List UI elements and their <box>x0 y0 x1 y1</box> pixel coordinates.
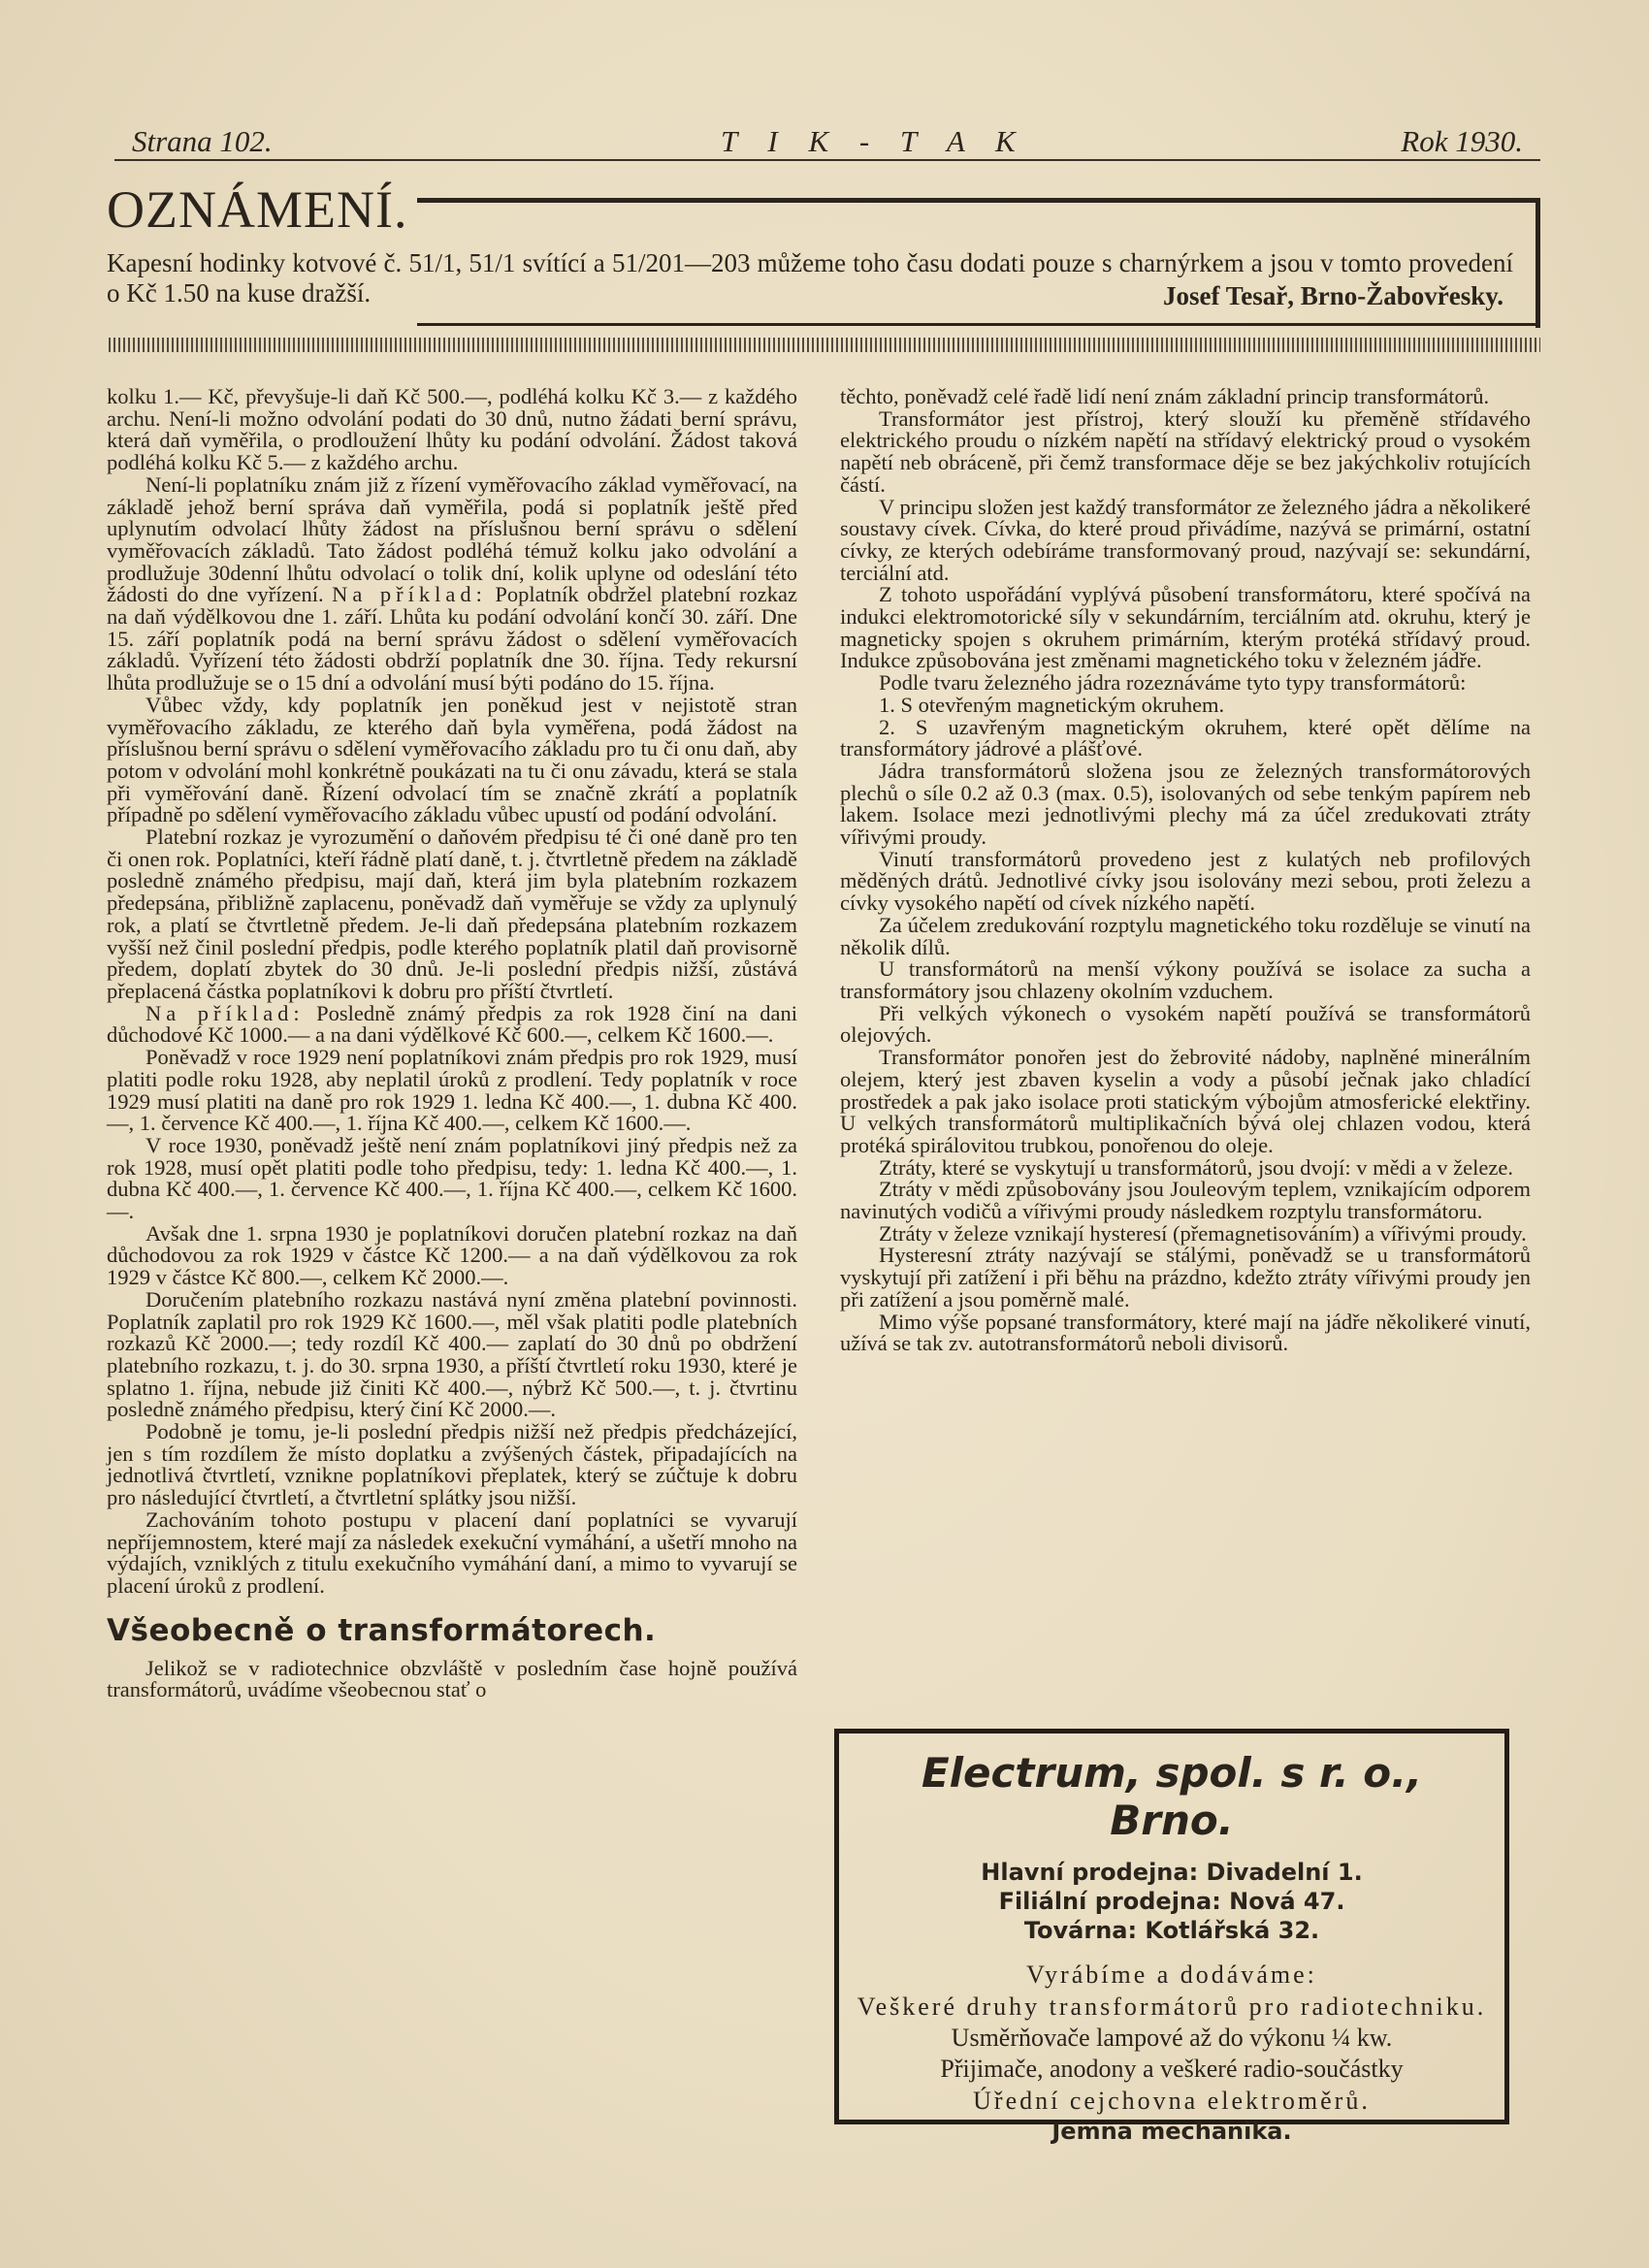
electrum-advertisement <box>834 1729 1509 2145</box>
advert-factory: Továrna: Kotlářská 32. <box>1023 1917 1320 1944</box>
paragraph: Hysteresní ztráty nazývají se stálými, poněvadž se u transformátorů vyskytují při zatížení i při běhu na prázdno, kdežto ztráty vířivými proudy jen při zatížení a jsou poměrně malé. <box>840 1243 1531 1312</box>
paragraph: Transformátor jest přístroj, který slouží ku přeměně střídavého elektrického proudu o nízkém napětí na střídavý elektrický proud o vysokém napětí neb obráceně, při čemž transformace děje se bez jakýchkoliv rotujících částí. <box>840 405 1531 497</box>
paragraph: Ztráty v mědi způsobovány jsou Jouleovým teplem, vznikajícím odporem navinutých vodičů a vířivými proudy následkem rozptylu transformátoru. <box>840 1177 1531 1224</box>
paragraph: V roce 1930, poněvadž ještě není znám poplatníkovi jiný předpis než za rok 1928, musí opět platiti podle toho předpisu, tedy: 1. ledna Kč 400.—, 1. dubna Kč 400.—, 1. července Kč 400.—, 1. října Kč 400.—, celkem Kč 1600.—. <box>107 1132 797 1224</box>
paragraph: Při velkých výkonech o vysokém napětí používá se transformátorů olejových. <box>840 1000 1531 1048</box>
advert-main-store: Hlavní prodejna: Divadelní 1. <box>981 1859 1363 1886</box>
paragraph-text: Poplatník obdržel platební rozkaz na daň výdělkovou dne 1. září. Lhůta ku podání odvolání končí 30. září. Dne 15. září poplatník podá na berní správu žádost o sdělení vyměřovacích základů. Vyřízení této žádosti obdrží poplatník dne 30. října. Tedy rekursní lhůta prodlužuje se o 15 dní a odvolání musí býti podáno do 15. října. <box>107 582 798 696</box>
advert-product-receivers: Přijimače, anodony a veškeré radio-součástky <box>940 2055 1404 2083</box>
paragraph: Vinutí transformátorů provedeno jest z kulatých neb profilových měděných drátů. Jednotlivé cívky jsou isolovány mezi sebou, proti železu a cívky vysokého napětí od cívek nízkého napětí. <box>840 846 1531 916</box>
year-label: Rok 1930. <box>1401 124 1523 158</box>
paragraph <box>107 1000 797 1048</box>
list-item: 2. S uzavřeným magnetickým okruhem, které opět dělíme na transformátory jádrové a plášťové. <box>840 714 1531 761</box>
paragraph: Vůbec vždy, kdy poplatník jen poněkud jest v nejistotě stran vyměřovacího základu, ze kterého daň byla vyměřena, podá žádost na příslušnou berní správu o sdělení vyměřovacího základu pro tu či onu daň, aby potom v odvolání mohl konkrétně poukázati na tu či onu závadu, která se stala při vyměřování daně. Řízení odvolací tím se značně zkrátí a poplatník případně po sdělení vyměřovacího základu vůbec upustí od podání odvolání. <box>107 692 797 827</box>
left-column <box>107 386 797 1701</box>
announcement-frame-bottom <box>417 323 1540 326</box>
advert-calibration-office: Úřední cejchovna elektroměrů. <box>973 2087 1371 2115</box>
paragraph: Doručením platebního rozkazu nastává nyní změna platební povinnosti. Poplatník zaplatil pro rok 1929 Kč 1600.—, měl však platiti podle platebních rozkazů Kč 2000.—; tedy rozdíl Kč 400.— zaplatí do 30 dnů po obdržení platebního rozkazu, t. j. do 30. srpna 1930, a příští čtvrtletí roku 1930, které je splatno 1. října, nebude již činiti Kč 400.—, nýbrž Kč 500.—, t. j. čtvrtinu posledně známého předpisu, který činí Kč 2000.—. <box>107 1286 797 1422</box>
paragraph: Jádra transformátorů složena jsou ze železných transformátorových plechů o síle 0.2 až 0.3 (max. 0.5), isolovaných od sebe tenkým papírem neb lakem. Isolace mezi jednotlivými plechy má za účel zredukovati ztráty vířivými proudy. <box>840 758 1531 850</box>
paragraph: Podobně je tomu, je-li poslední předpis nižší než předpis předcházející, jen s tím rozdílem že místo doplatku a zvýšených částek, připadajících na jednotlivá čtvrtletí, vznikne poplatníkovi přeplatek, který se zúčtuje k dobru pro následující čtvrtletí, a čtvrtletní splátky jsou nižší. <box>107 1419 797 1510</box>
paragraph-text: Posledně známý předpis za rok 1928 činí na dani důchodové Kč 1000.— a na dani výdělkové Kč 600.—, celkem Kč 1600.—. <box>107 1000 797 1048</box>
page-number: Strana 102. <box>132 124 273 158</box>
paragraph: Transformátor ponořen jest do žebrovité nádoby, naplněné minerálním olejem, který jest zbaven kyselin a vody a působí ječnak jako chladící prostředek a pak jako isolace proti statickým výbojům atmosferické elektřiny. U velkých transformátorů multiplikačních bývá olej chlazen vodou, která protéká spirálovitou trubkou, ponořenou do oleje. <box>840 1045 1531 1157</box>
advert-product-rectifiers: Usměrňovače lampové až do výkonu ¼ kw. <box>951 2024 1393 2052</box>
advert-tagline: Vyrábíme a dodáváme: <box>1026 1960 1317 1989</box>
example-label: Na příklad: <box>146 1000 305 1025</box>
announcement-text: Kapesní hodinky kotvové č. 51/1, 51/1 svítící a 51/201—203 můžeme toho času dodati pouze s charnýrkem a jsou v tomto provedení o Kč 1.50 na kuse dražší. <box>107 248 1513 308</box>
paragraph: Ztráty v železe vznikají hysteresí (přemagnetisováním) a vířivými proudy. <box>879 1220 1527 1246</box>
decorative-hatch-divider <box>109 338 1540 352</box>
paragraph: Avšak dne 1. srpna 1930 je poplatníkovi doručen platební rozkaz na daň důchodovou za rok 1929 v částce Kč 1200.— a na daň výdělkovou za rok 1929 v částce Kč 800.—, celkem Kč 2000.—. <box>107 1220 797 1290</box>
paragraph: Jelikož se v radiotechnice obzvláště v posledním čase hojně používá transformátorů, uvádíme všeobecnou stať o <box>107 1655 797 1702</box>
paragraph: Mimo výše popsané transformátory, které mají na jádře několikeré vinutí, užívá se tak zv. autotransformátorů neboli divisorů. <box>840 1309 1531 1356</box>
paragraph: U transformátorů na menší výkony používá se isolace za sucha a transformátory jsou chlazeny okolním vzduchem. <box>840 956 1531 1003</box>
page-header <box>114 124 1540 163</box>
paragraph: kolku 1.— Kč, převyšuje-li daň Kč 500.—, podléhá kolku Kč 3.— z každého archu. Není-li možno odvolání podati do 30 dnů, nutno žádati berní správu, která daň vyměřila, o prodloužení lhůty ku podání odvolání. Žádost taková podléhá kolku Kč 5.— z každého archu. <box>107 384 797 475</box>
announcement-frame-right <box>1536 198 1540 328</box>
paragraph: těchto, poněvadž celé řadě lidí není znám základní princip transformátorů. <box>840 384 1490 408</box>
paragraph <box>107 471 798 696</box>
header-rule <box>114 159 1540 161</box>
paragraph: Ztráty, které se vyskytují u transformátorů, jsou dvojí: v mědi a v železe. <box>879 1154 1513 1180</box>
advert-branch-store: Filiální prodejna: Nová 47. <box>998 1888 1345 1915</box>
example-label: Na příklad: <box>332 582 487 607</box>
advert-company: Electrum, spol. s r. o., Brno. <box>921 1749 1423 1844</box>
advert-fine-mechanics: Jemná mechanika. <box>1051 2118 1292 2145</box>
section-heading: Všeobecně o transformátorech. <box>107 1612 657 1648</box>
paragraph: Zachováním tohoto postupu v placení daní poplatníci se vyvarují nepříjemnostem, které mají za následek exekuční vymáhání, a ušetří mnoho na výdajích, vzniklých z titulu exekučního vymáhání daní, a mimo to vyvarují se placení úroků z prodlení. <box>107 1507 797 1598</box>
paragraph: Podle tvaru železného jádra rozeznáváme tyto typy transformátorů: <box>879 670 1467 696</box>
announcement-title: OZNÁMENÍ. <box>107 180 408 239</box>
announcement-signature: Josef Tesař, Brno-Žabovřesky. <box>1162 281 1504 310</box>
paragraph: V principu složen jest každý transformátor ze železného jádra a několikeré soustavy cívek. Cívka, do které proud přivádíme, nazývá se primární, ostatní cívky, ze kterých odebíráme transformovaný proud, nazývají se: sekundární, terciální atd. <box>840 494 1531 585</box>
right-column <box>840 386 1531 1355</box>
paragraph: Poněvadž v roce 1929 není poplatníkovi znám předpis pro rok 1929, musí platiti podle roku 1928, aby neplatil úroků z prodlení. Tedy poplatník v roce 1929 musí platiti na daně pro rok 1929 1. ledna Kč 400.—, 1. dubna Kč 400.—, 1. července Kč 400.—, 1. října Kč 400.—, celkem Kč 1600.—. <box>107 1045 797 1136</box>
paragraph: Z tohoto uspořádání vyplývá působení transformátoru, které spočívá na indukci elektromotorické síly v sekundárním, terciálním atd. okruhu, který je magneticky spojen s okruhem primárním, kterým protéká střídavý proud. Indukce způsobována jest změnami magnetického toku v železném jádře. <box>840 582 1531 673</box>
advert-product-transformers: Veškeré druhy transformátorů pro radiotechniku. <box>857 1993 1487 2021</box>
announcement-frame-top <box>417 198 1540 203</box>
paragraph: Za účelem zredukování rozptylu magnetického toku rozděluje se vinutí na několik dílů. <box>840 912 1531 959</box>
paragraph: Platební rozkaz je vyrozumění o daňovém předpisu té či oné daně pro ten či onen rok. Poplatníci, kteří řádně platí daně, t. j. čtvrtletně předem na základě posledně známého předpisu, mají daň, která jim byla platebním rozkazem předepsána, přibližně zaplacenu, poněvadž daň vyměřuje se vždy za uplynulý rok, a platí se čtvrtletně předem. Je-li daň předepsána platebním rozkazem vyšší než činil poslední předpis, podle kterého poplatník platil daň provisorně předem, doplatí zbytek do 30 dnů. Je-li poslední předpis nižší, zůstává přeplacená částka poplatníkovi k dobru pro příští čtvrtletí. <box>107 825 797 1003</box>
list-item: 1. S otevřeným magnetickým okruhem. <box>879 692 1225 717</box>
magazine-title: T I K - T A K <box>721 124 1027 158</box>
paragraph-text: Není-li poplatníku znám již z řízení vyměřovacího základ vyměřovací, na základě jehož berní správa daň vyměřila, podá si poplatník ještě před uplynutím odvolací lhůty žádost na příslušnou berní správu o sdělení vyměřovacích základů. Tato žádost podléhá témuž kolku jako odvolání a prodlužuje 30denní lhůtu odvolací o tolik dní, kolik uplyne od odeslání této žádosti do dne vyřízení. <box>107 471 797 607</box>
